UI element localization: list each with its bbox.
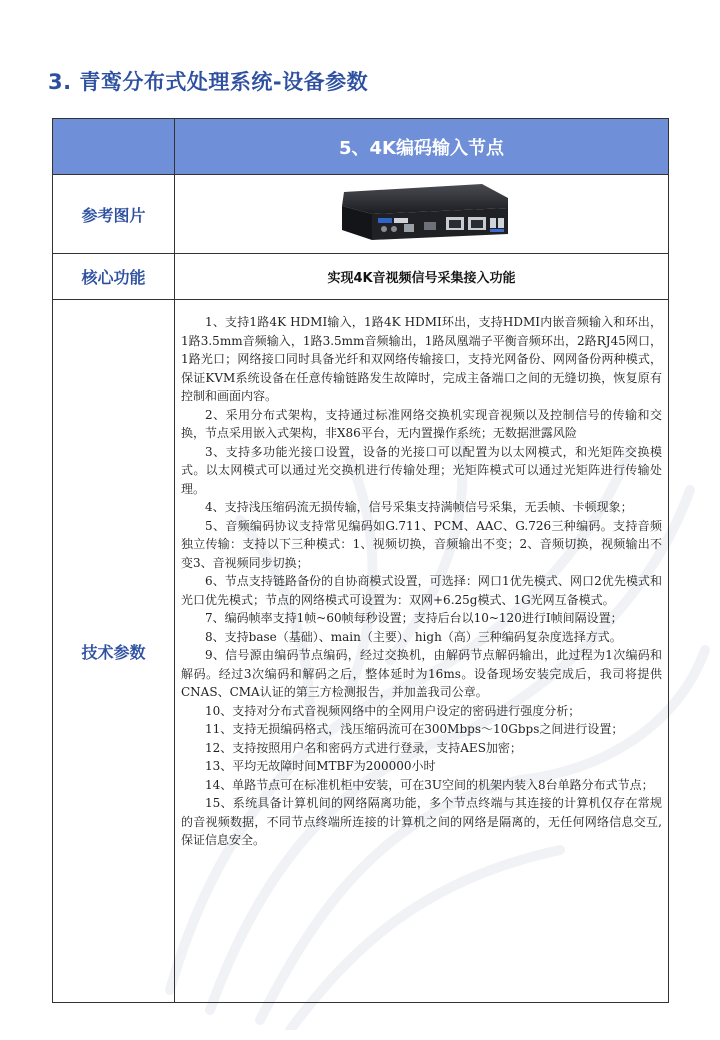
tech-param-item: 1、支持1路4K HDMI输入，1路4K HDMI环出，支持HDMI内嵌音频输入和环出，1路3.5mm音频输入，1路3.5mm音频输出，1路凤凰端子平衡音频环出，2路RJ45网口，1路光口；网络接口同时具备光纤和双网络传输接口，支持光网备份、网网备份两种模式，保证KVM系统设备在任意传输链路发生故障时，完成主备端口之间的无缝切换，恢复原有控制和画面内容。 <box>181 315 662 403</box>
tech-param-item: 4、支持浅压缩码流无损传输，信号采集支持满帧信号采集，无丢帧、卡顿现象； <box>205 500 633 514</box>
table-row <box>53 300 669 1003</box>
tech-param-item: 12、支持按照用户名和密码方式进行登录，支持AES加密； <box>205 740 522 755</box>
tech-param-item: 10、支持对分布式音视频网络中的全网用户设定的密码进行强度分析； <box>205 703 581 718</box>
device-spec-table <box>52 118 669 1003</box>
table-row <box>53 175 669 254</box>
section-heading: 3. 青鸾分布式处理系统-设备参数 <box>48 70 369 94</box>
photo-label: 参考图片 <box>53 175 175 254</box>
tech-param-item: 15、系统具备计算机间的网络隔离功能，多个节点终端与其连接的计算机仅存在常规的音视频数据，不同节点终端所连接的计算机之间的网络是隔离的，无任何网络信息交互,保证信息安全。 <box>181 796 662 847</box>
tech-param-item: 3、支持多功能光接口设置，设备的光接口可以配置为以太网模式，和光矩阵交换模式。以太网模式可以通过光交换机进行传输处理；光矩阵模式可以通过光矩阵进行传输处理。 <box>181 444 662 496</box>
table-header-row <box>53 119 669 175</box>
header-blank-cell <box>53 119 175 175</box>
4k-encoder-device-photo <box>332 178 512 246</box>
table-row <box>53 254 669 300</box>
table-title: 5、4K编码输入节点 <box>175 119 669 175</box>
tech-params-cell <box>175 300 669 1003</box>
core-function-value: 实现4K音视频信号采集接入功能 <box>175 254 669 300</box>
photo-cell <box>175 175 669 254</box>
tech-param-item: 2、采用分布式架构，支持通过标准网络交换机实现音视频以及控制信号的传输和交换，节点采用嵌入式架构，非X86平台，无内置操作系统；无数据泄露风险 <box>181 407 662 440</box>
tech-param-item: 6、节点支持链路备份的自协商模式设置，可选择：网口1优先模式、网口2优先模式和光口优先模式；节点的网络模式可设置为：双网+6.25g模式、1G光网互备模式。 <box>181 574 662 607</box>
tech-param-item: 9、信号源由编码节点编码，经过交换机，由解码节点解码输出，此过程为1次编码和解码。经过3次编码和解码之后，整体延时为16ms。设备现场安装完成后，我司将提供CNAS、CMA认证的第三方检测报告，并加盖我司公章。 <box>181 648 662 699</box>
tech-param-item: 8、支持base（基础）、main（主要）、high（高）三种编码复杂度选择方式。 <box>205 629 622 644</box>
tech-param-item: 7、编码帧率支持1帧~60帧每秒设置；支持后台以10~120进行I帧间隔设置； <box>205 611 623 625</box>
tech-param-item: 5、音频编码协议支持常见编码如G.711、PCM、AAC、G.726三种编码。支持音频独立传输：支持以下三种模式：1、视频切换，音频输出不变；2、音频切换，视频输出不变3、音视频同步切换； <box>181 518 662 570</box>
tech-params-label: 技术参数 <box>53 300 175 1003</box>
tech-param-item: 13、平均无故障时间MTBF为200000小时 <box>205 759 436 773</box>
tech-param-item: 11、支持无损编码格式，浅压缩码流可在300Mbps～10Gbps之间进行设置； <box>205 722 624 736</box>
tech-param-item: 14、单路节点可在标准机柜中安装，可在3U空间的机架内装入8台单路分布式节点； <box>205 777 654 792</box>
core-function-label: 核心功能 <box>53 254 175 300</box>
